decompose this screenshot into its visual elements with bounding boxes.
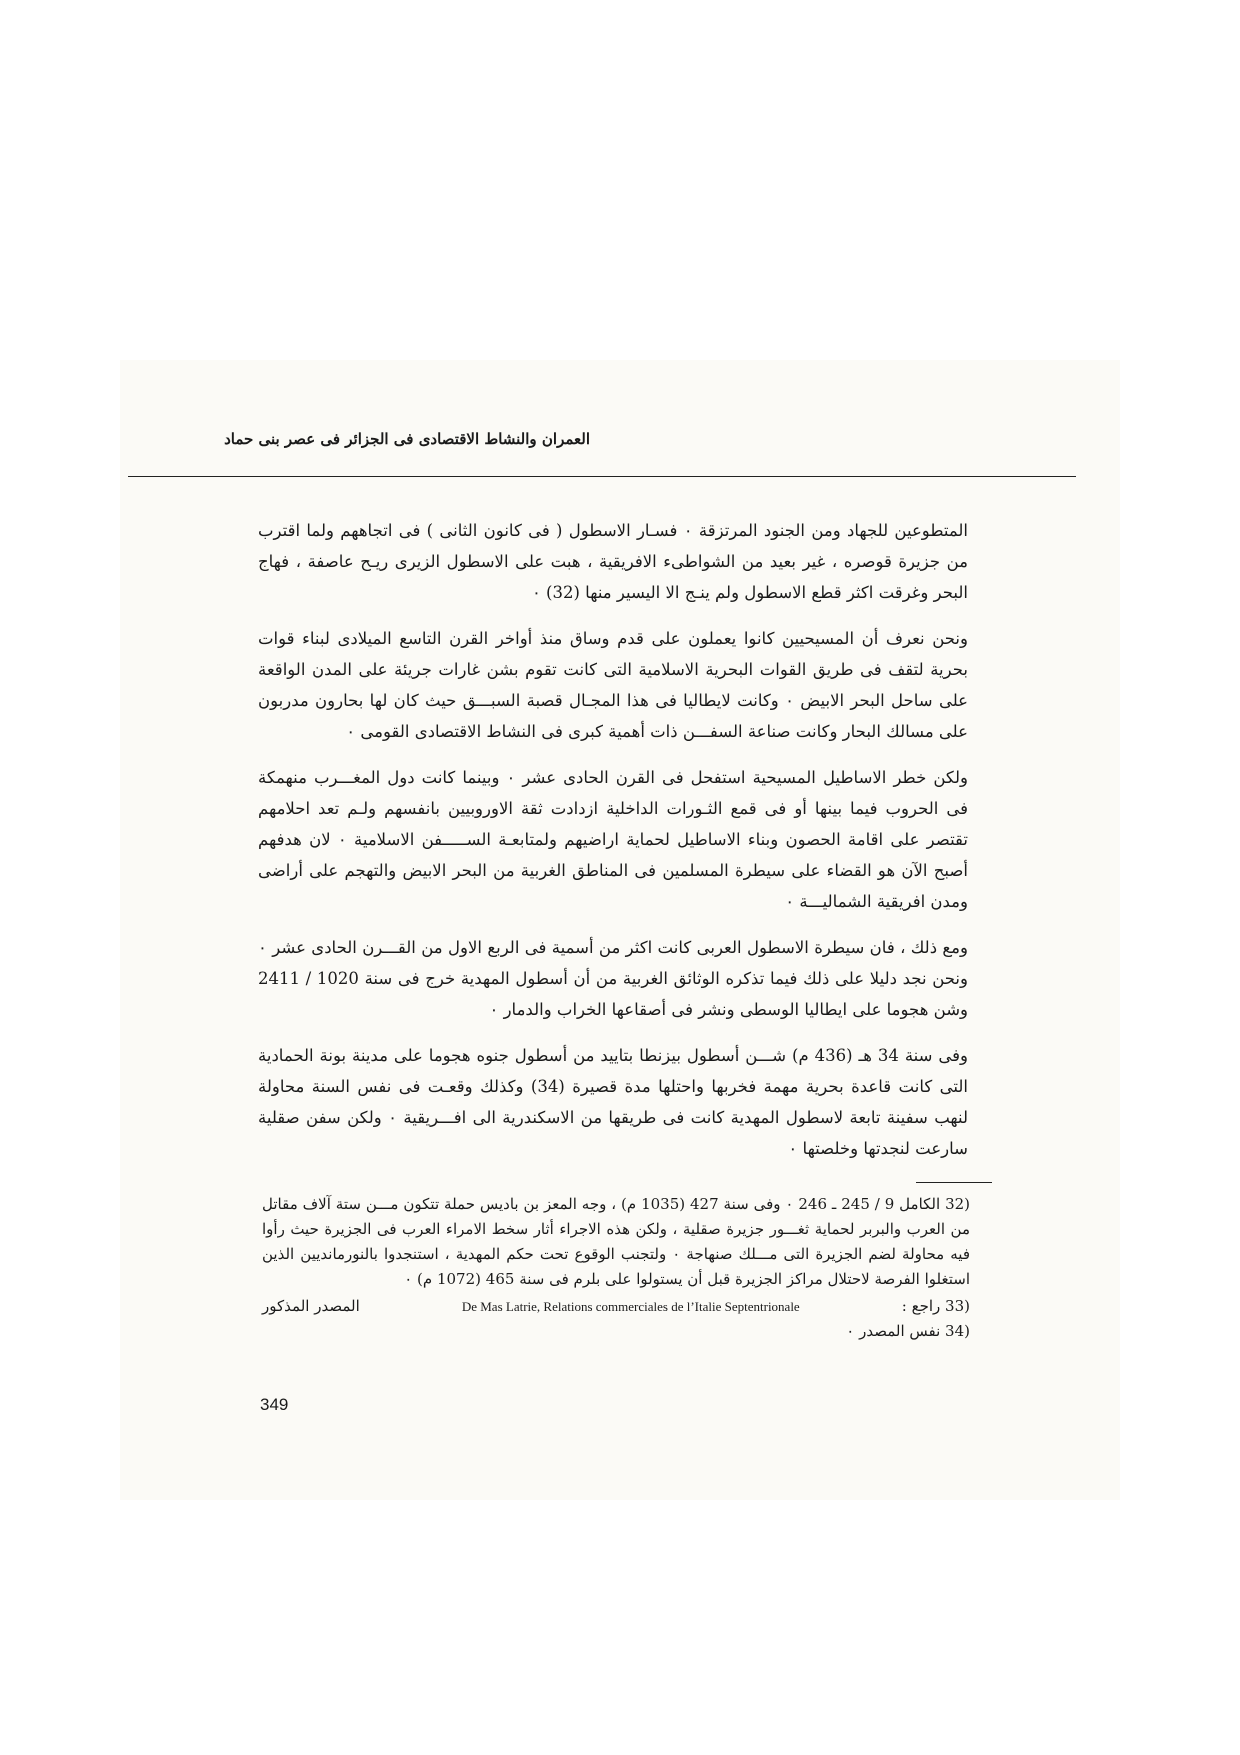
footnote-33-reference: De Mas Latrie, Relations commerciales de l’Italie Septentrionale xyxy=(461,1299,800,1314)
footnote-rule xyxy=(916,1182,992,1183)
page-number: 349 xyxy=(260,1395,289,1414)
paragraph: المتطوعين للجهاد ومن الجنود المرتزقة ٠ فسـار الاسطول ( فى كانون الثانى ) فى اتجاههم ولما اقترب من جزيرة قوصره ، غير بعيد من الشواطىء الافريقية ، هبت على الاسطول الزيرى ريـح عاصفة ، فهاج البحر وغرقت اكثر قطع الاسطول ولم ينـج الا اليسير منها (32) ٠ xyxy=(258,521,968,602)
header-rule xyxy=(128,476,1076,477)
paragraph: ولكن خطر الاساطيل المسيحية استفحل فى القرن الحادى عشر ٠ وبينما كانت دول المغـــرب منهمكة فى الحروب فيما بينها أو فى قمع الثـورات الداخلية ازدادت ثقة الاوروبيين بانفسهم ولـم تعد احلامهم تقتصر على اقامة الحصون وبناء الاساطيل لحماية اراضيهم ولمتابعـة الســـــفن الاسلامية ٠ لان هدفهم أصبح الآن هو القضاء على سيطرة المسلمين فى المناطق الغربية من البحر الابيض والتهجم على أراضى ومدن افريقية الشماليـــة ٠ xyxy=(258,768,968,911)
footnote-33-suffix: المصدر المذكور xyxy=(262,1297,360,1315)
paragraph: وفى سنة 34 هـ (436 م) شـــن أسطول بيزنطا بتاييد من أسطول جنوه هجوما على مدينة بونة الحمادية التى كانت قاعدة بحرية مهمة فخربها واحتلها مدة قصيرة (34) وكذلك وقعـت فى نفس السنة محاولة لنهب سفينة تابعة لاسطول المهدية كانت فى طريقها من الاسكندرية الى افـــريقية ٠ ولكن سفن صقلية سارعت لنجدتها وخلصتها ٠ xyxy=(258,1046,969,1158)
paragraph: ونحن نعرف أن المسيحيين كانوا يعملون على قدم وساق منذ أواخر القرن التاسع الميلادى لبناء قوات بحرية لتقف فى طريق القوات البحرية الاسلامية التى كانت تقوم بشن غارات جريئة على المدن الواقعة على ساحل البحر الابيض ٠ وكانت لايطاليا فى هذا المجـال قصبة السبـــق حيث كان لها بحارون مدربون على مسالك البحار وكانت صناعة السفـــن ذات أهمية كبرى فى النشاط الاقتصادى القومى ٠ xyxy=(258,629,968,741)
footnote-32: (32 الكامل 9 / 245 ـ 246 ٠ وفى سنة 427 (1035 م) ، وجه المعز بن باديس حملة تتكون مـــن ستة آلاف مقاتل من العرب والبربر لحماية ثغـــور جزيرة صقلية ، ولكن هذه الاجراء أثار سخط الامراء العرب فى الجزيرة حيث رأوا فيه محاولة لضم الجزيرة التى مـــلك صنهاجة ٠ ولتجنب الوقوع تحت حكم المهدية ، استنجدوا بالنورمانديين الذين استغلوا الفرصة لاحتلال مراكز الجزيرة قبل أن يستولوا على بلرم فى سنة 465 (1072 م) ٠ xyxy=(262,1195,971,1288)
footnote-33-label: (33 راجع : xyxy=(901,1297,970,1315)
running-header: العمران والنشاط الاقتصادى فى الجزائر فى عصر بنى حماد xyxy=(224,430,590,448)
footnotes xyxy=(262,1192,970,1344)
footnote-33 xyxy=(262,1294,970,1319)
body-text xyxy=(258,515,968,1179)
footnote-34: (34 نفس المصدر ٠ xyxy=(846,1322,970,1340)
paragraph: ومع ذلك ، فان سيطرة الاسطول العربى كانت اكثر من أسمية فى الربع الاول من القـــرن الحادى عشر ٠ ونحن نجد دليلا على ذلك فيما تذكره الوثائق الغربية من أن أسطول المهدية خرج فى سنة 1020 / 2411 وشن هجوما على ايطاليا الوسطى ونشر فى أصقاعها الخراب والدمار ٠ xyxy=(258,938,968,1019)
